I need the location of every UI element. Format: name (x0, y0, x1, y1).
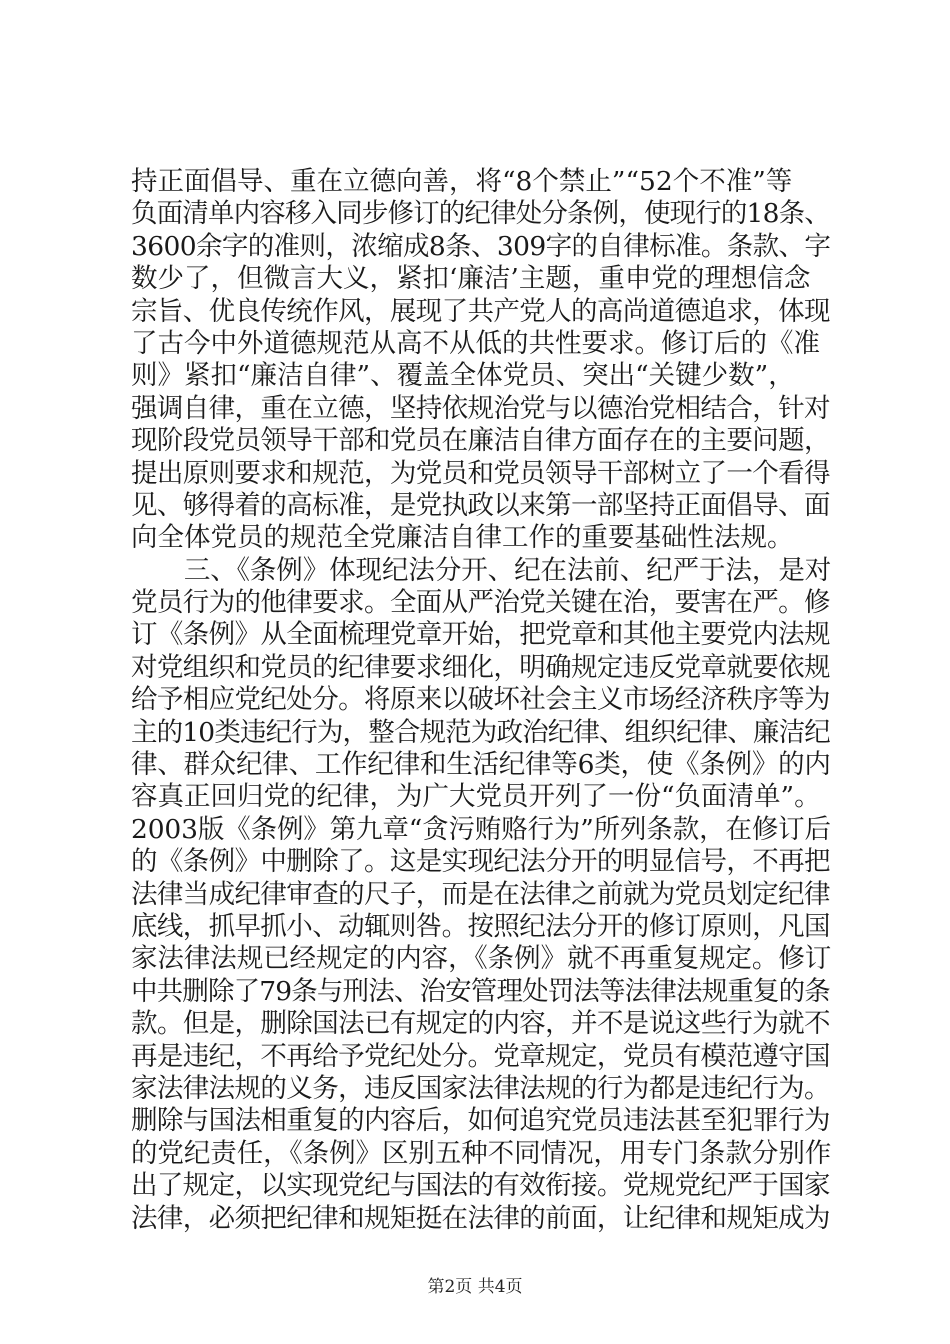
text-line: 持正面倡导、重在立德向善，将“8个禁止”“52个不准”等 (131, 166, 793, 197)
text-line: 提出原则要求和规范，为党员和党员领导干部树立了一个看得 (131, 457, 830, 489)
text-line: 三、《条例》体现纪法分开、纪在法前、纪严于法，是对 (131, 554, 832, 586)
text-line: 的党纪责任，《条例》区别五种不同情况，用专门条款分别作 (131, 1137, 832, 1169)
text-line: 主的10类违纪行为，整合规范为政治纪律、组织纪律、廉洁纪 (131, 716, 830, 748)
text-line: 再是违纪，不再给予党纪处分。党章规定，党员有模范遵守国 (131, 1040, 830, 1072)
text-line: 出了规定，以实现党纪与国法的有效衔接。党规党纪严于国家 (131, 1170, 830, 1202)
text-line: 现阶段党员领导干部和党员在廉洁自律方面存在的主要问题， (131, 425, 830, 457)
text-line: 法律当成纪律审查的尺子，而是在法律之前就为党员划定纪律 (131, 878, 830, 910)
text-line: 款。但是，删除国法已有规定的内容，并不是说这些行为就不 (131, 1008, 830, 1040)
text-line: 家法律法规已经规定的内容，《条例》就不再重复规定。修订 (131, 943, 832, 975)
body-text (131, 166, 831, 1235)
text-line: 家法律法规的义务，违反国家法律法规的行为都是违纪行为。 (131, 1072, 830, 1104)
text-line: 律、群众纪律、工作纪律和生活纪律等6类，使《条例》的内 (131, 749, 831, 781)
text-line: 数少了，但微言大义，紧扣‘廉洁’主题，重申党的理想信念 (131, 263, 811, 295)
text-line: 给予相应党纪处分。将原来以破坏社会主义市场经济秩序等为 (131, 684, 830, 716)
text-line: 容真正回归党的纪律，为广大党员开列了一份“负面清单”。 (131, 781, 821, 813)
text-line: 3600余字的准则，浓缩成8条、309字的自律标准。条款、字 (131, 230, 831, 262)
text-line: 则》紧扣“廉洁自律”、覆盖全体党员、突出“关键少数”， (131, 360, 795, 392)
text-line: 2003版《条例》第九章“贪污贿赂行为”所列条款，在修订后 (131, 813, 831, 845)
text-line: 了古今中外道德规范从高不从低的共性要求。修订后的《准 (131, 327, 820, 359)
text-line: 中共删除了79条与刑法、治安管理处罚法等法律法规重复的条 (131, 975, 830, 1007)
text-line: 强调自律，重在立德，坚持依规治党与以德治党相结合，针对 (131, 392, 830, 424)
text-line: 党员行为的他律要求。全面从严治党关键在治，要害在严。修 (131, 587, 830, 619)
text-line: 向全体党员的规范全党廉洁自律工作的重要基础性法规。 (131, 522, 794, 554)
text-line: 对党组织和党员的纪律要求细化，明确规定违反党章就要依规 (131, 651, 830, 683)
text-line: 宗旨、优良传统作风，展现了共产党人的高尚道德追求，体现 (131, 295, 830, 327)
text-line: 见、够得着的高标准，是党执政以来第一部坚持正面倡导、面 (131, 489, 830, 521)
text-line: 订《条例》从全面梳理党章开始，把党章和其他主要党内法规 (131, 619, 830, 651)
text-line: 删除与国法相重复的内容后，如何追究党员违法甚至犯罪行为 (131, 1105, 830, 1137)
text-line: 底线，抓早抓小、动辄则咎。按照纪法分开的修订原则，凡国 (131, 910, 830, 942)
text-line: 的《条例》中删除了。这是实现纪法分开的明显信号，不再把 (131, 846, 830, 878)
text-line: 法律，必须把纪律和规矩挺在法律的前面，让纪律和规矩成为 (131, 1202, 830, 1234)
text-line: 负面清单内容移入同步修订的纪律处分条例，使现行的18条、 (131, 198, 830, 230)
page-footer: 第2页 共4页 (427, 1277, 523, 1297)
